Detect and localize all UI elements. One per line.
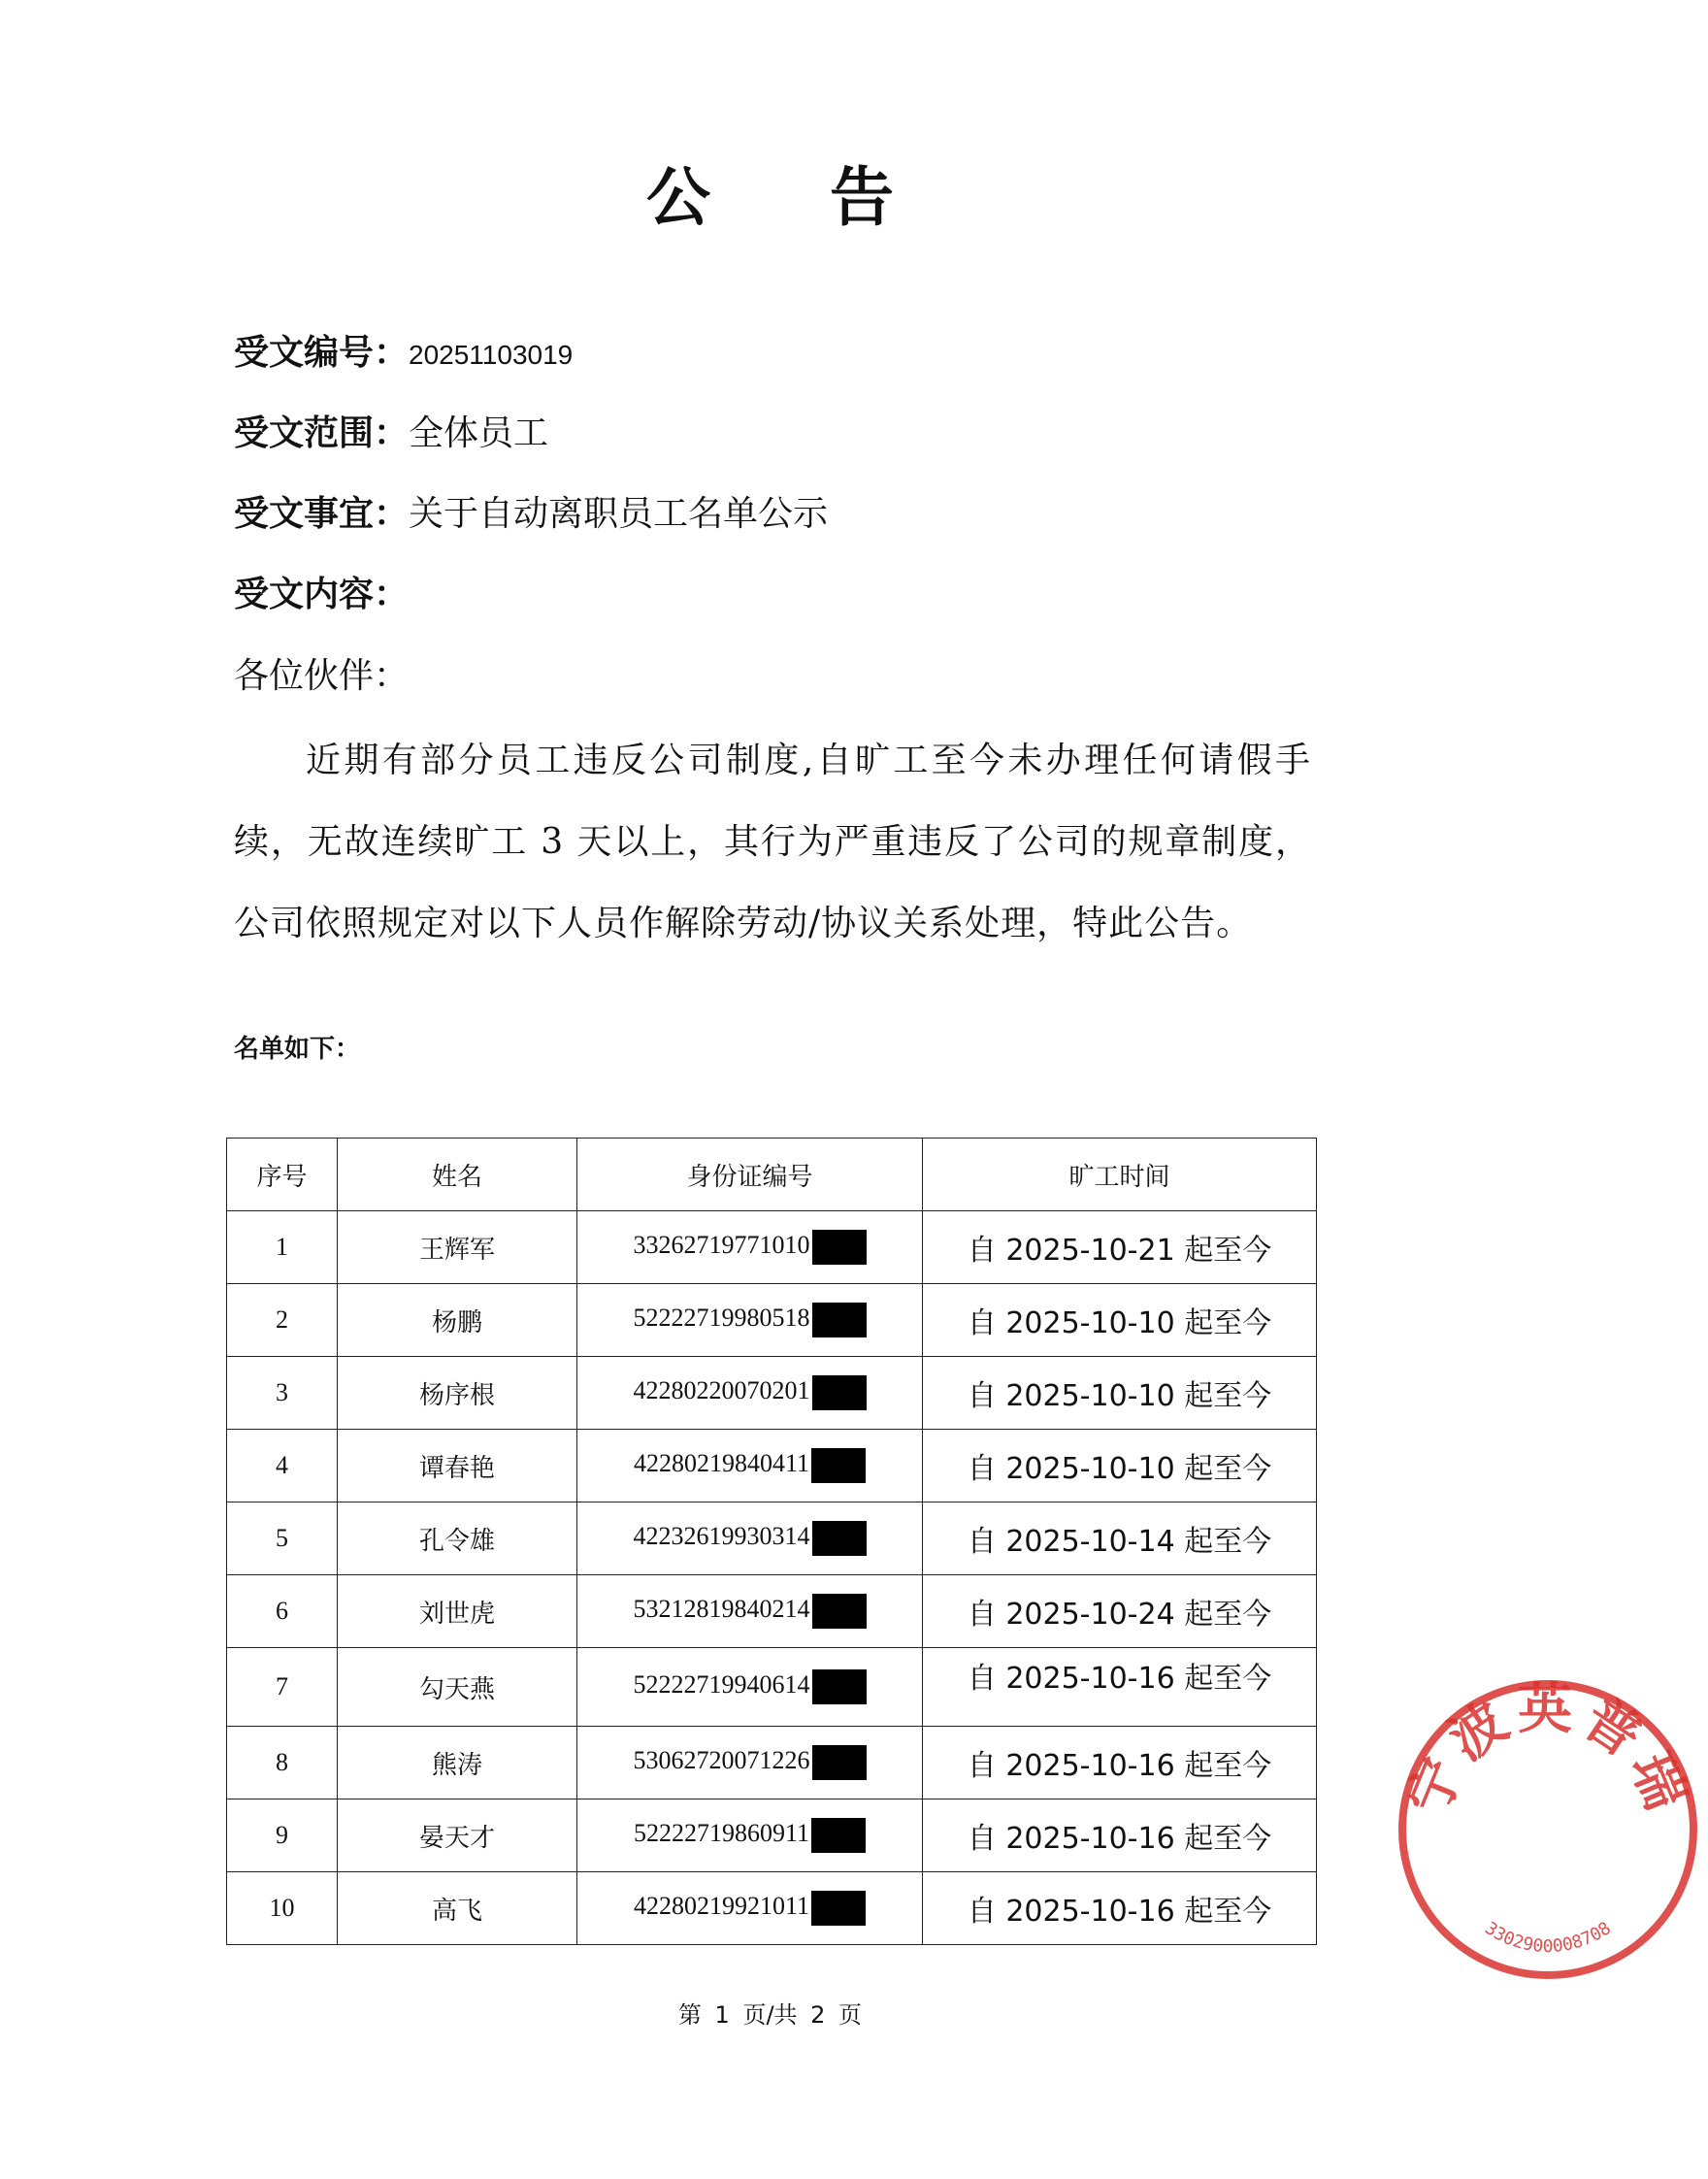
id-digits: 52222719940614 [633, 1669, 810, 1699]
field-label: 受文内容： [234, 575, 410, 614]
table-row [227, 1502, 1317, 1575]
table-row [227, 1211, 1317, 1284]
header-id: 身份证编号 [577, 1139, 923, 1211]
document-title: 公 告 [646, 160, 942, 235]
cell-absence: 自 2025-10-21 起至今 [923, 1211, 1317, 1284]
cell-no: 4 [227, 1430, 338, 1502]
cell-absence: 自 2025-10-24 起至今 [923, 1575, 1317, 1648]
cell-no: 7 [227, 1648, 338, 1727]
redaction-block [812, 1521, 867, 1556]
cell-absence: 自 2025-10-14 起至今 [923, 1502, 1317, 1575]
cell-id [577, 1648, 923, 1727]
table-row [227, 1430, 1317, 1502]
id-digits: 33262719771010 [633, 1230, 810, 1259]
field-doc-number [234, 325, 573, 375]
cell-id [577, 1575, 923, 1648]
table-header-row [227, 1139, 1317, 1211]
cell-absence: 自 2025-10-10 起至今 [923, 1430, 1317, 1502]
cell-no: 9 [227, 1799, 338, 1872]
cell-id [577, 1284, 923, 1357]
redaction-block [812, 1669, 867, 1704]
cell-id [577, 1872, 923, 1945]
company-seal-stamp [1388, 1669, 1708, 1990]
redaction-block [812, 1375, 867, 1410]
cell-absence: 自 2025-10-16 起至今 [923, 1727, 1317, 1799]
cell-absence: 自 2025-10-16 起至今 [923, 1799, 1317, 1872]
header-name: 姓名 [338, 1139, 577, 1211]
field-scope [234, 406, 548, 455]
cell-name: 熊涛 [338, 1727, 577, 1799]
cell-id [577, 1502, 923, 1575]
table-row [227, 1648, 1317, 1727]
cell-id [577, 1357, 923, 1430]
body-paragraph: 近期有部分员工违反公司制度,自旷工至今未办理任何请假手续，无故连续旷工 3 天以上，其行为严重违反了公司的规章制度，公司依照规定对以下人员作解除劳动/协议关系处理，特此公告。 [234, 741, 1311, 943]
cell-name: 孔令雄 [338, 1502, 577, 1575]
cell-name: 勾天燕 [338, 1648, 577, 1727]
cell-no: 5 [227, 1502, 338, 1575]
header-no: 序号 [227, 1139, 338, 1211]
table-row [227, 1575, 1317, 1648]
cell-name: 晏天才 [338, 1799, 577, 1872]
redaction-block [812, 1594, 867, 1629]
cell-name: 杨鹏 [338, 1284, 577, 1357]
table-row [227, 1357, 1317, 1430]
cell-id [577, 1799, 923, 1872]
field-value: 20251103019 [409, 340, 574, 370]
seal-text: 宁波英普瑞 [1396, 1678, 1700, 1825]
cell-no: 8 [227, 1727, 338, 1799]
cell-name: 谭春艳 [338, 1430, 577, 1502]
greeting: 各位伙伴： [234, 656, 410, 696]
table-row [227, 1799, 1317, 1872]
cell-name: 王辉军 [338, 1211, 577, 1284]
field-label: 受文编号： [234, 333, 410, 373]
page-footer: 第 1 页/共 2 页 [677, 2001, 863, 2029]
cell-no: 3 [227, 1357, 338, 1430]
id-digits: 52222719860911 [633, 1818, 810, 1847]
id-digits: 42280219921011 [633, 1891, 810, 1920]
field-label: 受文事宜： [234, 494, 410, 534]
id-digits: 42280220070201 [633, 1375, 810, 1404]
field-label: 受文范围： [234, 413, 410, 453]
cell-id [577, 1430, 923, 1502]
cell-absence: 自 2025-10-10 起至今 [923, 1284, 1317, 1357]
id-digits: 53062720071226 [633, 1745, 810, 1774]
cell-id [577, 1727, 923, 1799]
cell-no: 2 [227, 1284, 338, 1357]
cell-no: 6 [227, 1575, 338, 1648]
cell-no: 10 [227, 1872, 338, 1945]
redaction-block [811, 1818, 866, 1853]
cell-absence: 自 2025-10-16 起至今 [923, 1872, 1317, 1945]
redaction-block [811, 1891, 866, 1926]
id-digits: 53212819840214 [633, 1594, 810, 1623]
roster-table [226, 1138, 1317, 1945]
redaction-block [812, 1230, 867, 1265]
table-row [227, 1872, 1317, 1945]
id-digits: 42280219840411 [633, 1448, 810, 1477]
cell-id [577, 1211, 923, 1284]
field-content [234, 567, 409, 616]
id-digits: 52222719980518 [633, 1303, 810, 1332]
field-value: 全体员工 [409, 413, 549, 453]
cell-name: 高飞 [338, 1872, 577, 1945]
seal-number: 3302900008708 [1481, 1918, 1615, 1957]
cell-name: 杨序根 [338, 1357, 577, 1430]
table-row [227, 1284, 1317, 1357]
header-absence: 旷工时间 [923, 1139, 1317, 1211]
cell-name: 刘世虎 [338, 1575, 577, 1648]
field-subject [234, 486, 828, 536]
id-digits: 42232619930314 [633, 1521, 810, 1550]
redaction-block [812, 1745, 867, 1780]
cell-no: 1 [227, 1211, 338, 1284]
cell-absence: 自 2025-10-10 起至今 [923, 1357, 1317, 1430]
field-value: 关于自动离职员工名单公示 [409, 494, 829, 534]
list-title: 名单如下： [234, 1035, 361, 1064]
cell-absence: 自 2025-10-16 起至今 [923, 1648, 1317, 1727]
table-row [227, 1727, 1317, 1799]
redaction-block [812, 1303, 867, 1337]
redaction-block [811, 1448, 866, 1483]
